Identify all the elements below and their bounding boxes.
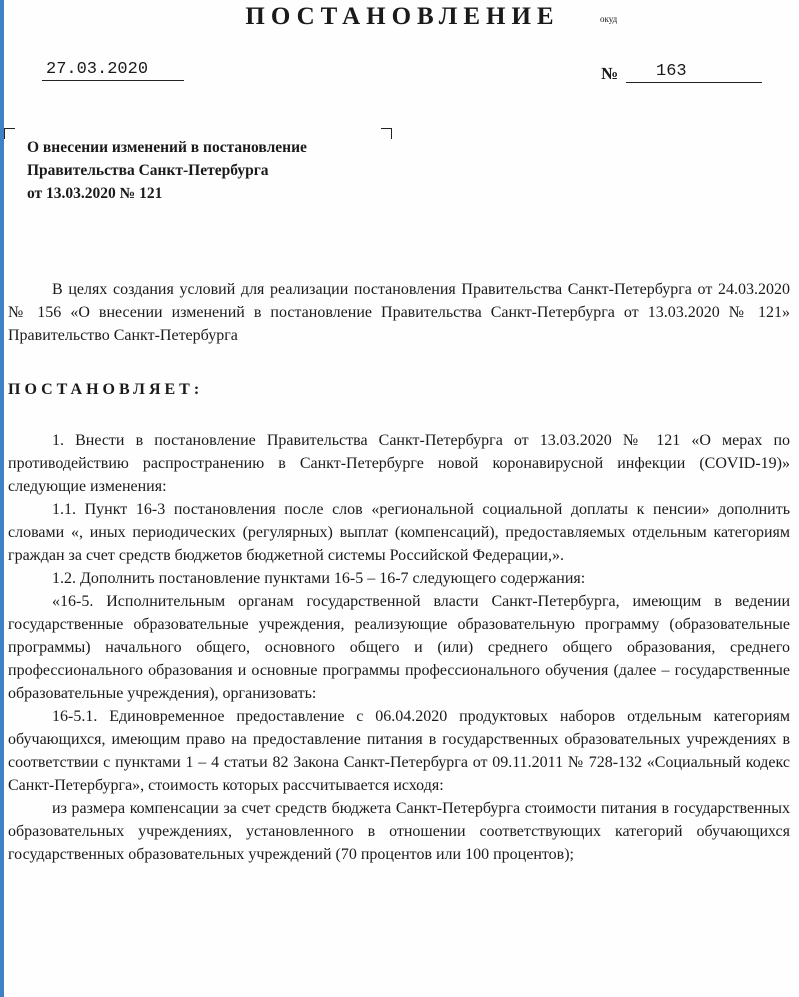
body-paragraph: из размера компенсации за счет средств бюджета Санкт-Петербурга стоимости питания в государственных образовательных учреждениях, установленного в отношении соответствующих категорий обучающихся государственных образовательных учреждений (70 процентов или 100 процентов); bbox=[8, 800, 790, 863]
document-title-text: ПОСТАНОВЛЕНИЕ bbox=[245, 3, 560, 30]
subject-line: О внесении изменений в постановление bbox=[27, 139, 307, 156]
okud-label: окуд bbox=[600, 14, 618, 24]
resolve-heading: ПОСТАНОВЛЯЕТ: bbox=[8, 381, 204, 398]
page-edge bbox=[0, 0, 4, 997]
document-date: 27.03.2020 bbox=[42, 60, 184, 81]
document-number: 163 bbox=[626, 62, 762, 83]
document-title bbox=[0, 3, 799, 31]
body-paragraph: 1.2. Дополнить постановление пунктами 16-5 – 16-7 следующего содержания: bbox=[52, 570, 586, 587]
document-subject bbox=[27, 136, 407, 205]
body-paragraph: 1.1. Пункт 16-3 постановления после слов «региональной социальной доплаты к пенсии» дополнить словами «, иных периодических (регулярных) выплат (компенсаций), предоставляемых отдельным категориям граждан за счет средств бюджетов бюджетной системы Российской Федерации,». bbox=[8, 501, 790, 564]
subject-corner-left bbox=[4, 128, 15, 139]
document-body bbox=[8, 429, 790, 866]
number-sign: № bbox=[601, 64, 619, 83]
subject-line: от 13.03.2020 № 121 bbox=[27, 185, 163, 202]
body-paragraph: 16-5.1. Единовременное предоставление с 06.04.2020 продуктовых наборов отдельным категориям обучающихся, имеющим право на предоставление питания в государственных образовательных учреждениях в соответствии с пунктами 1 – 4 статьи 82 Закона Санкт-Петербурга от 09.11.2011 № 728-132 «Социальный кодекс Санкт-Петербурга», стоимость которых рассчитывается исходя: bbox=[8, 708, 790, 794]
subject-line: Правительства Санкт-Петербурга bbox=[27, 162, 269, 179]
body-paragraph: 1. Внести в постановление Правительства Санкт-Петербурга от 13.03.2020 № 121 «О мерах по противодействию распространению в Санкт-Петербурге новой коронавирусной инфекции (COVID-19)» следующие изменения: bbox=[8, 432, 790, 495]
preamble-paragraph: В целях создания условий для реализации постановления Правительства Санкт-Петербурга от 24.03.2020 № 156 «О внесении изменений в постановление Правительства Санкт-Петербурга от 13.03.2020 № 121» Правительство Санкт-Петербурга bbox=[8, 281, 790, 344]
body-paragraph: «16-5. Исполнительным органам государственной власти Санкт-Петербурга, имеющим в ведении государственные образовательные учреждения, реализующие образовательную программу (образовательные программы) начального общего, основного общего и (или) среднего общего образования, среднего профессионального образования и основные программы профессионального обучения (далее – государственные образовательные учреждения), организовать: bbox=[8, 593, 790, 702]
